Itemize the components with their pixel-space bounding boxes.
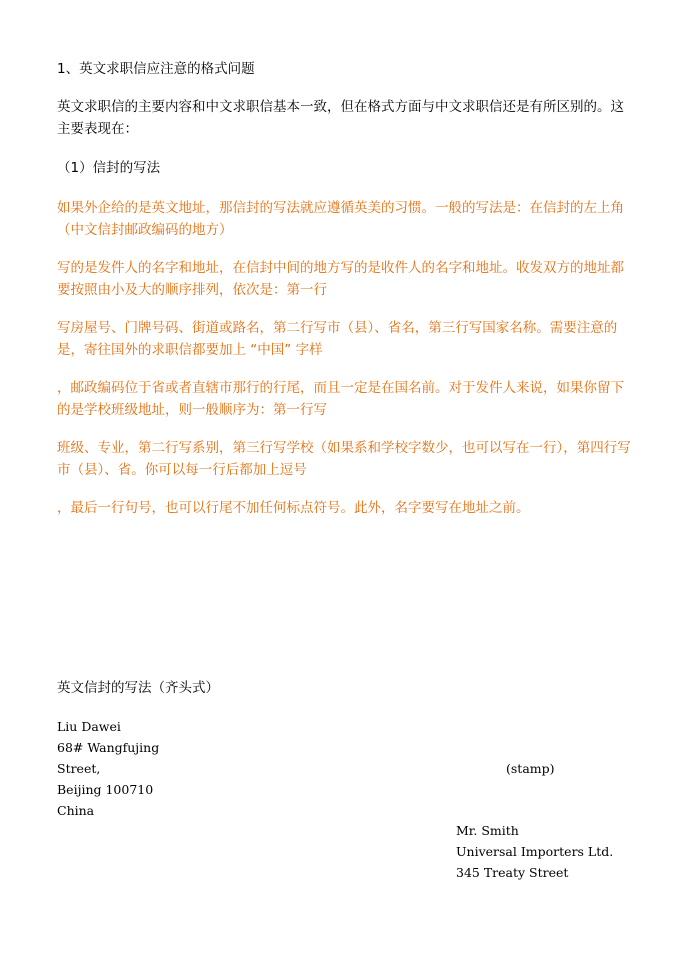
orange-paragraph: ，邮政编码位于省或者直辖市那行的行尾，而且一定是在国名前。对于发件人来说，如果你留下的是学校班级地址，则一般顺序为：第一行写 bbox=[57, 380, 624, 418]
sender-line: 68# Wangfujing bbox=[57, 740, 160, 755]
recipient-line: 345 Treaty Street bbox=[456, 865, 569, 880]
sender-line: Street, bbox=[57, 761, 101, 776]
orange-paragraph: 写房屋号、门牌号码、街道或路名，第二行写市（县）、省名，第三行写国家名称。需要注意的是，寄往国外的求职信都要加上 “中国” 字样 bbox=[57, 320, 618, 358]
section1-title: （1）信封的写法 bbox=[57, 160, 161, 176]
orange-paragraph: 写的是发件人的名字和地址，在信封中间的地方写的是收件人的名字和地址。收发双方的地址都要按照由小及大的顺序排列，依次是：第一行 bbox=[57, 260, 624, 298]
envelope-title: 英文信封的写法（齐头式） bbox=[57, 680, 219, 696]
sender-line: China bbox=[57, 803, 95, 818]
orange-paragraph: ，最后一行句号，也可以行尾不加任何标点符号。此外，名字要写在地址之前。 bbox=[57, 500, 530, 516]
recipient-line: Mr. Smith bbox=[456, 823, 519, 838]
sender-line: Beijing 100710 bbox=[57, 782, 154, 797]
stamp-label: (stamp) bbox=[506, 761, 555, 776]
recipient-line: Universal Importers Ltd. bbox=[456, 844, 614, 859]
intro-paragraph: 英文求职信的主要内容和中文求职信基本一致，但在格式方面与中文求职信还是有所区别的。这主要表现在： bbox=[57, 99, 624, 137]
orange-paragraph: 如果外企给的是英文地址，那信封的写法就应遵循英美的习惯。一般的写法是：在信封的左上角（中文信封邮政编码的地方） bbox=[57, 200, 624, 238]
section-heading: 1、英文求职信应注意的格式问题 bbox=[57, 61, 255, 77]
sender-line: Liu Dawei bbox=[57, 719, 121, 734]
orange-paragraph: 班级、专业，第二行写系别，第三行写学校（如果系和学校字数少，也可以写在一行），第四行写市（县）、省。你可以每一行后都加上逗号 bbox=[57, 440, 631, 478]
